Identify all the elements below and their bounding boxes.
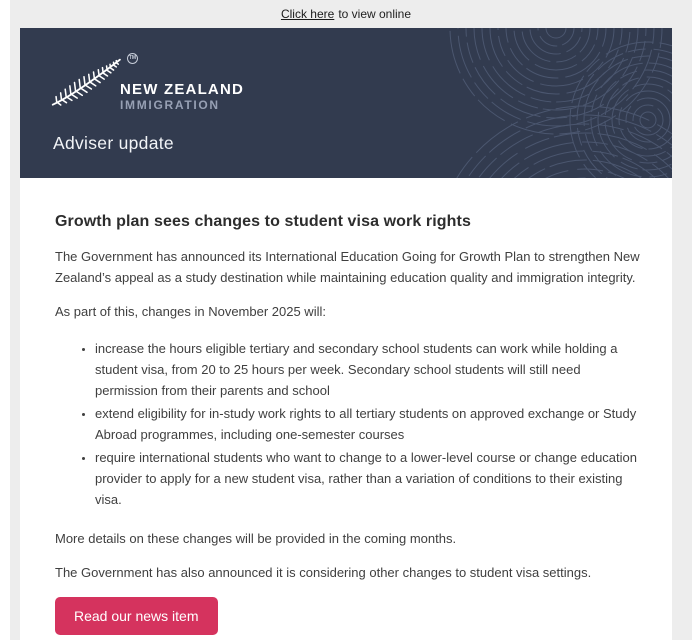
email-header	[20, 28, 672, 178]
view-online-text	[281, 7, 411, 21]
view-online-link[interactable]: Click here	[280, 7, 335, 21]
brand-subname: IMMIGRATION	[120, 98, 220, 112]
nz-immigration-logo	[50, 56, 244, 111]
brand-wordmark	[120, 82, 244, 111]
brand-name: NEW ZEALAND	[120, 81, 245, 98]
list-item: • require international students who want to change to a lower-level course or change education provider to apply for a new student visa, rather than a variation of conditions to their existing visa.	[95, 447, 646, 510]
more-details-paragraph: More details on these changes will be provided in the coming months.	[55, 531, 457, 546]
window-left-edge	[0, 0, 10, 640]
view-online-bar	[0, 0, 692, 28]
silver-fern-icon	[50, 56, 124, 109]
article-intro-paragraph: The Government has announced its International Education Going for Growth Plan to strengthen New Zealand’s appeal as a study destination while maintaining education quality and immigration integrity.	[55, 249, 640, 285]
view-online-suffix: to view online	[338, 7, 412, 21]
other-changes-paragraph: The Government has also announced it is considering other changes to student visa settings.	[55, 565, 592, 580]
changes-list-intro: As part of this, changes in November 2025 will:	[55, 304, 326, 319]
email-card	[20, 28, 672, 640]
email-body	[20, 178, 672, 640]
trademark-symbol: TM	[127, 53, 138, 64]
newsletter-title: Adviser update	[53, 133, 174, 153]
read-news-button[interactable]: Read our news item	[55, 597, 218, 635]
list-item: • extend eligibility for in-study work rights to all tertiary students on approved exchange or Study Abroad programmes, including one-semester courses	[95, 403, 646, 445]
changes-list	[55, 338, 646, 510]
article-heading: Growth plan sees changes to student visa work rights	[55, 213, 471, 230]
list-item: • increase the hours eligible tertiary and secondary school students can work while holding a student visa, from 20 to 25 hours per week. Secondary school students will still need permission from their parents and school	[95, 338, 646, 401]
